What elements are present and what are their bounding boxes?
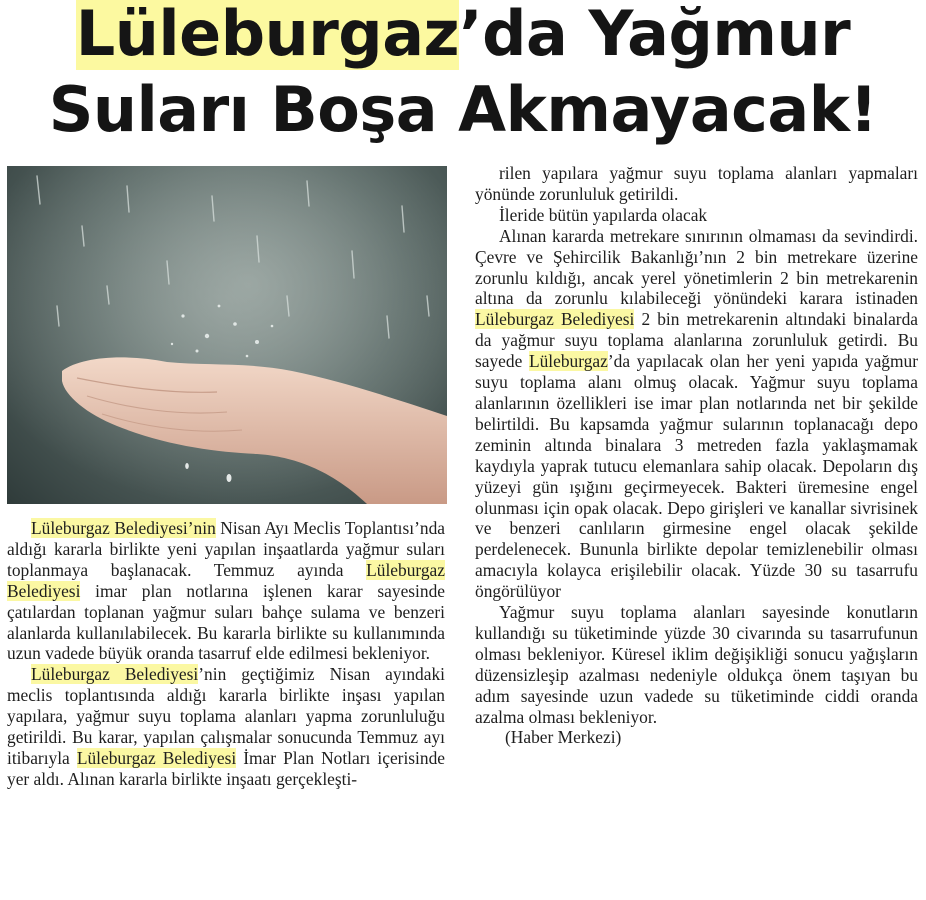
article-paragraph — [7, 664, 445, 789]
highlighted-name: Lüleburgaz Belediyesi — [76, 747, 237, 768]
headline-line-2: Suları Boşa Akmayacak! — [48, 73, 878, 146]
highlighted-name: Lüleburgaz — [528, 351, 608, 372]
highlighted-name: Lüleburgaz Belediyesi — [475, 309, 635, 330]
headline-highlight: Lüleburgaz — [76, 0, 459, 70]
headline-line-1 — [0, 0, 926, 70]
paragraph-text: imar plan notlarına işlenen karar sayesinde çatılardan toplanan yağmur suları bahçe sulama ve benzeri alanlarda kullanılabilecek. Bu kararla birlikte su kullanımında uzun vadede büyük oranda tasarruf elde edilmesi bekleniyor. — [7, 580, 445, 664]
article-source: (Haber Merkezi) — [505, 727, 622, 748]
article-paragraph — [7, 518, 445, 664]
paragraph-text: 2 bin metrekarenin altındaki binalarda da yağmur suyu toplama alanlarına zorunluluk getirdi. Bu sayede — [475, 309, 918, 372]
headline-line-1-rest: ’da Yağmur — [459, 0, 851, 70]
highlighted-name: Lüleburgaz Belediyesi’nin — [31, 518, 216, 538]
article-subheading: İleride bütün yapılarda olacak — [499, 204, 708, 225]
article-right-column — [475, 163, 918, 748]
highlighted-name: Lüleburgaz Belediyesi — [31, 664, 199, 685]
paragraph-text: ’da yapılacak olan her yeni yapıda yağmur suyu toplama alanı olmuş olacak. Yağmur suyu toplama alanlarının özellikleri ise imar plan notlarında net bir şekilde belirtildi. Bu kapsamda yağmur sularının toplanacağı depo zeminin altında binalara 3 metreden fazla yaklaşmamak kaydıyla yaprak tutucu elemanlara sahip olacak. Depoların dış yüzeyi gün ışığını geçirmeyecek. Bakteri üremesine engel olunması için opak olacak. Depo girişleri ve kanallar sivrisinek ve benzeri canlıların girmesine engel olacak şekilde perdelenecek. Bununla birlikte depolar temizlenebilir olması amacıyla kolayca erişilebilir olacak. Yüzde 30 su tasarrufu öngörülüyor — [475, 351, 918, 602]
article-paragraph: rilen yapılara yağmur suyu toplama alanları yapmaları yönünde zorunluluk getirildi. — [475, 163, 918, 204]
article-left-column — [7, 518, 445, 790]
paragraph-text: Nisan Ayı Meclis Toplantısı’nda aldığı kararla birlikte yeni yapılan inşaatlarda yağmur suları toplanmaya başlanacak. Temmuz ayında — [7, 518, 446, 580]
highlighted-name: Lüleburgaz Belediyesi — [7, 559, 445, 601]
paragraph-text: Alınan kararda metrekare sınırının olmaması da sevindirdi. Çevre ve Şehircilik Bakanlığı’nın 2 bin metrekare üzerine zorunlu kıldığı, ancak yerel yönetimlerin 2 bin metrekarenin altına da zorunlu kılabileceği yönündeki karara istinaden — [475, 225, 918, 309]
article-paragraph: Yağmur suyu toplama alanları sayesinde konutların kullandığı su tüketiminde yüzde 30 civarında su tasarrufunun olması bekleniyor. Küresel iklim değişikliği sonucu yağışların düzensizleşip azalması nedeniyle oldukça önem taşıyan bu adım sayesinde uzun vadede su tüketiminde ciddi oranda azalma olması bekleniyor. — [475, 602, 918, 727]
article-paragraph — [475, 226, 918, 602]
paragraph-text: İmar Plan Notları içerisinde yer aldı. Alınan kararla birlikte inşaatı gerçekleşti- — [7, 747, 445, 789]
hand-in-rain-photo — [7, 166, 447, 504]
paragraph-text: ’nin geçtiğimiz Nisan ayındaki meclis toplantısında aldığı kararla birlikte inşası yapılan yapılara, yağmur suyu toplama alanları yapma zorunluluğu getirildi. Bu karar, yapılan çalışmalar sonucunda Temmuz ayı itibarıyla — [7, 664, 445, 768]
